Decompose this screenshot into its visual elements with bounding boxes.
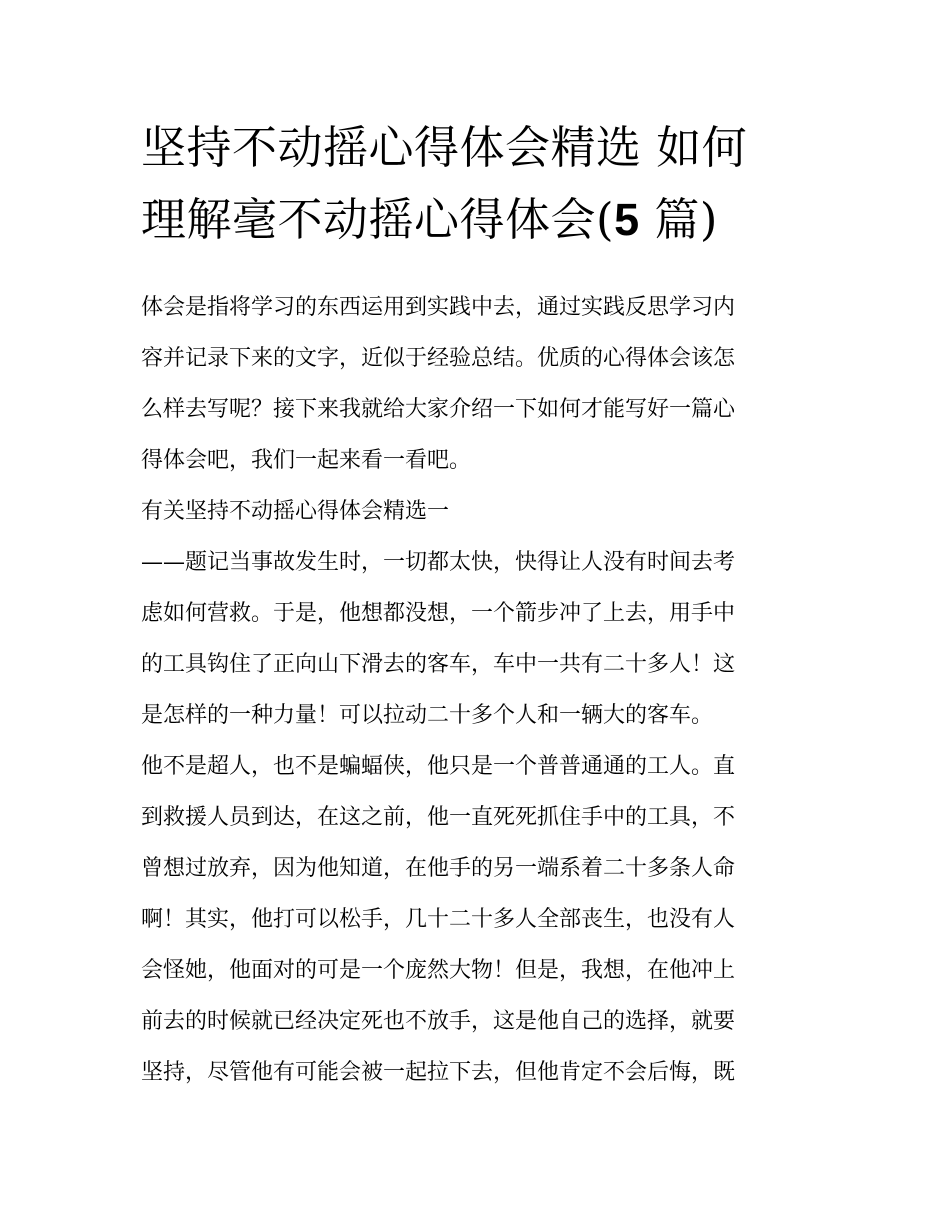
body-line: 曾想过放弃，因为他知道，在他手的另一端系着二十多条人命 bbox=[141, 856, 736, 881]
body-line: 啊！其实，他打可以松手，几十二十多人全部丧生，也没有人 bbox=[141, 907, 736, 932]
body-line: 是怎样的一种力量！可以拉动二十多个人和一辆大的客车。 bbox=[141, 703, 714, 728]
body-line: 么样去写呢？接下来我就给大家介绍一下如何才能写好一篇心 bbox=[141, 397, 736, 422]
body-line: ——题记当事故发生时，一切都太快，快得让人没有时间去考 bbox=[141, 550, 736, 575]
body-line: 会怪她，他面对的可是一个庞然大物！但是，我想，在他冲上 bbox=[141, 958, 736, 983]
section-heading: 有关坚持不动摇心得体会精选一 bbox=[141, 499, 450, 524]
body-line: 得体会吧，我们一起来看一看吧。 bbox=[141, 448, 472, 473]
body-line: 他不是超人，也不是蝙蝠侠，他只是一个普普通通的工人。直 bbox=[141, 754, 736, 779]
body-line: 坚持，尽管他有可能会被一起拉下去，但他肯定不会后悔，既 bbox=[141, 1060, 736, 1085]
title-line-2 bbox=[141, 184, 831, 256]
body-line: 的工具钩住了正向山下滑去的客车，车中一共有二十多人！这 bbox=[141, 652, 736, 677]
body-line: 前去的时候就已经决定死也不放手，这是他自己的选择，就要 bbox=[141, 1009, 736, 1034]
body-line: 虑如何营救。于是，他想都没想，一个箭步冲了上去，用手中 bbox=[141, 601, 736, 626]
body-line: 到救援人员到达，在这之前，他一直死死抓住手中的工具，不 bbox=[141, 805, 736, 830]
document-body bbox=[141, 282, 831, 1098]
title-count: 5 bbox=[614, 194, 640, 245]
title-line-2-prefix: 理解毫不动摇心得体会( bbox=[141, 193, 615, 246]
title-line-2-suffix: 篇) bbox=[639, 193, 718, 246]
body-line: 容并记录下来的文字，近似于经验总结。优质的心得体会该怎 bbox=[141, 346, 736, 371]
body-line: 体会是指将学习的东西运用到实践中去，通过实践反思学习内 bbox=[141, 295, 736, 320]
title-line-1: 坚持不动摇心得体会精选 如何 bbox=[141, 121, 748, 174]
document-title bbox=[141, 112, 831, 256]
